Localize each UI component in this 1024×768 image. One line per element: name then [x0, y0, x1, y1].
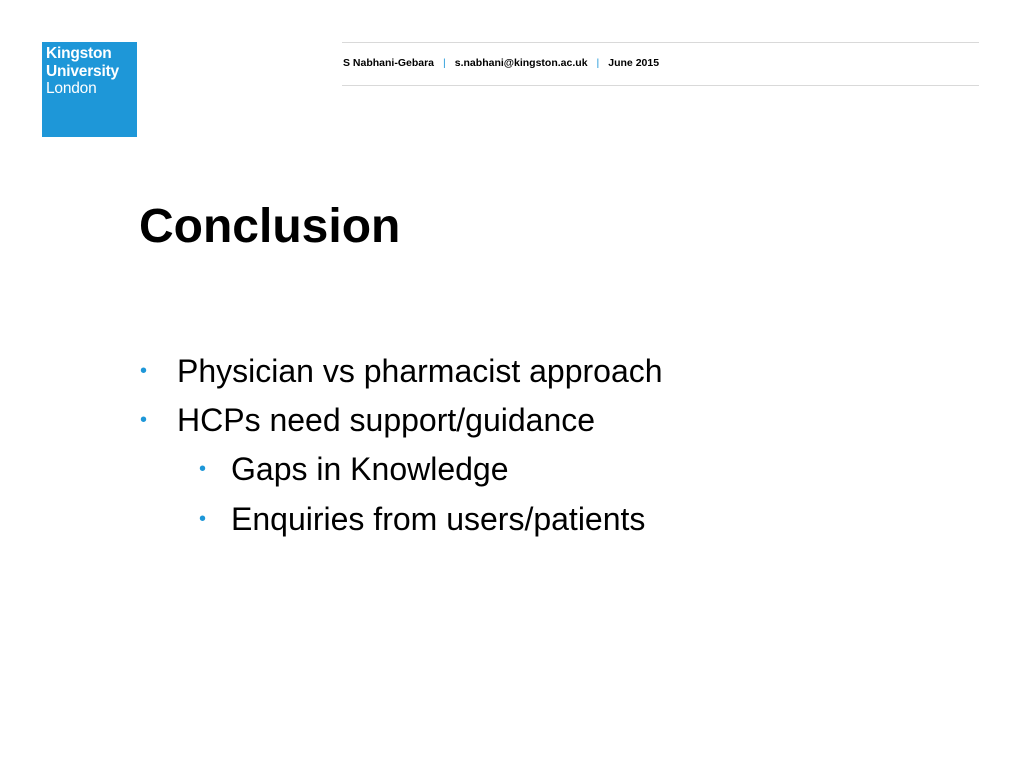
slide-title: Conclusion — [139, 200, 401, 253]
sub-bullet-item — [199, 450, 509, 488]
bullet-text: Enquiries from users/patients — [231, 501, 646, 537]
bullet-text: Gaps in Knowledge — [231, 451, 509, 487]
bullet-text: HCPs need support/guidance — [177, 402, 596, 438]
header-bottom-rule — [342, 85, 979, 86]
bullet-text: Physician vs pharmacist approach — [177, 353, 663, 389]
bullet-dot-icon: • — [199, 508, 207, 530]
bullet-dot-icon: • — [140, 409, 148, 431]
presentation-date: June 2015 — [608, 57, 660, 69]
bullet-item — [140, 352, 663, 390]
logo-text-kingston: Kingston — [46, 45, 112, 62]
header-info — [343, 57, 659, 70]
header-top-rule — [342, 42, 979, 43]
author-email: s.nabhani@kingston.ac.uk — [454, 57, 588, 69]
logo-text-london: London — [46, 80, 97, 97]
bullet-dot-icon: • — [140, 360, 148, 382]
header-separator: | — [596, 57, 600, 69]
header-separator: | — [443, 57, 446, 69]
bullet-dot-icon: • — [199, 458, 207, 480]
kingston-university-logo — [42, 42, 137, 137]
bullet-item — [140, 401, 596, 439]
author-name: S Nabhani-Gebara — [343, 57, 435, 69]
logo-text-university: University — [46, 62, 119, 80]
sub-bullet-item — [199, 500, 646, 538]
